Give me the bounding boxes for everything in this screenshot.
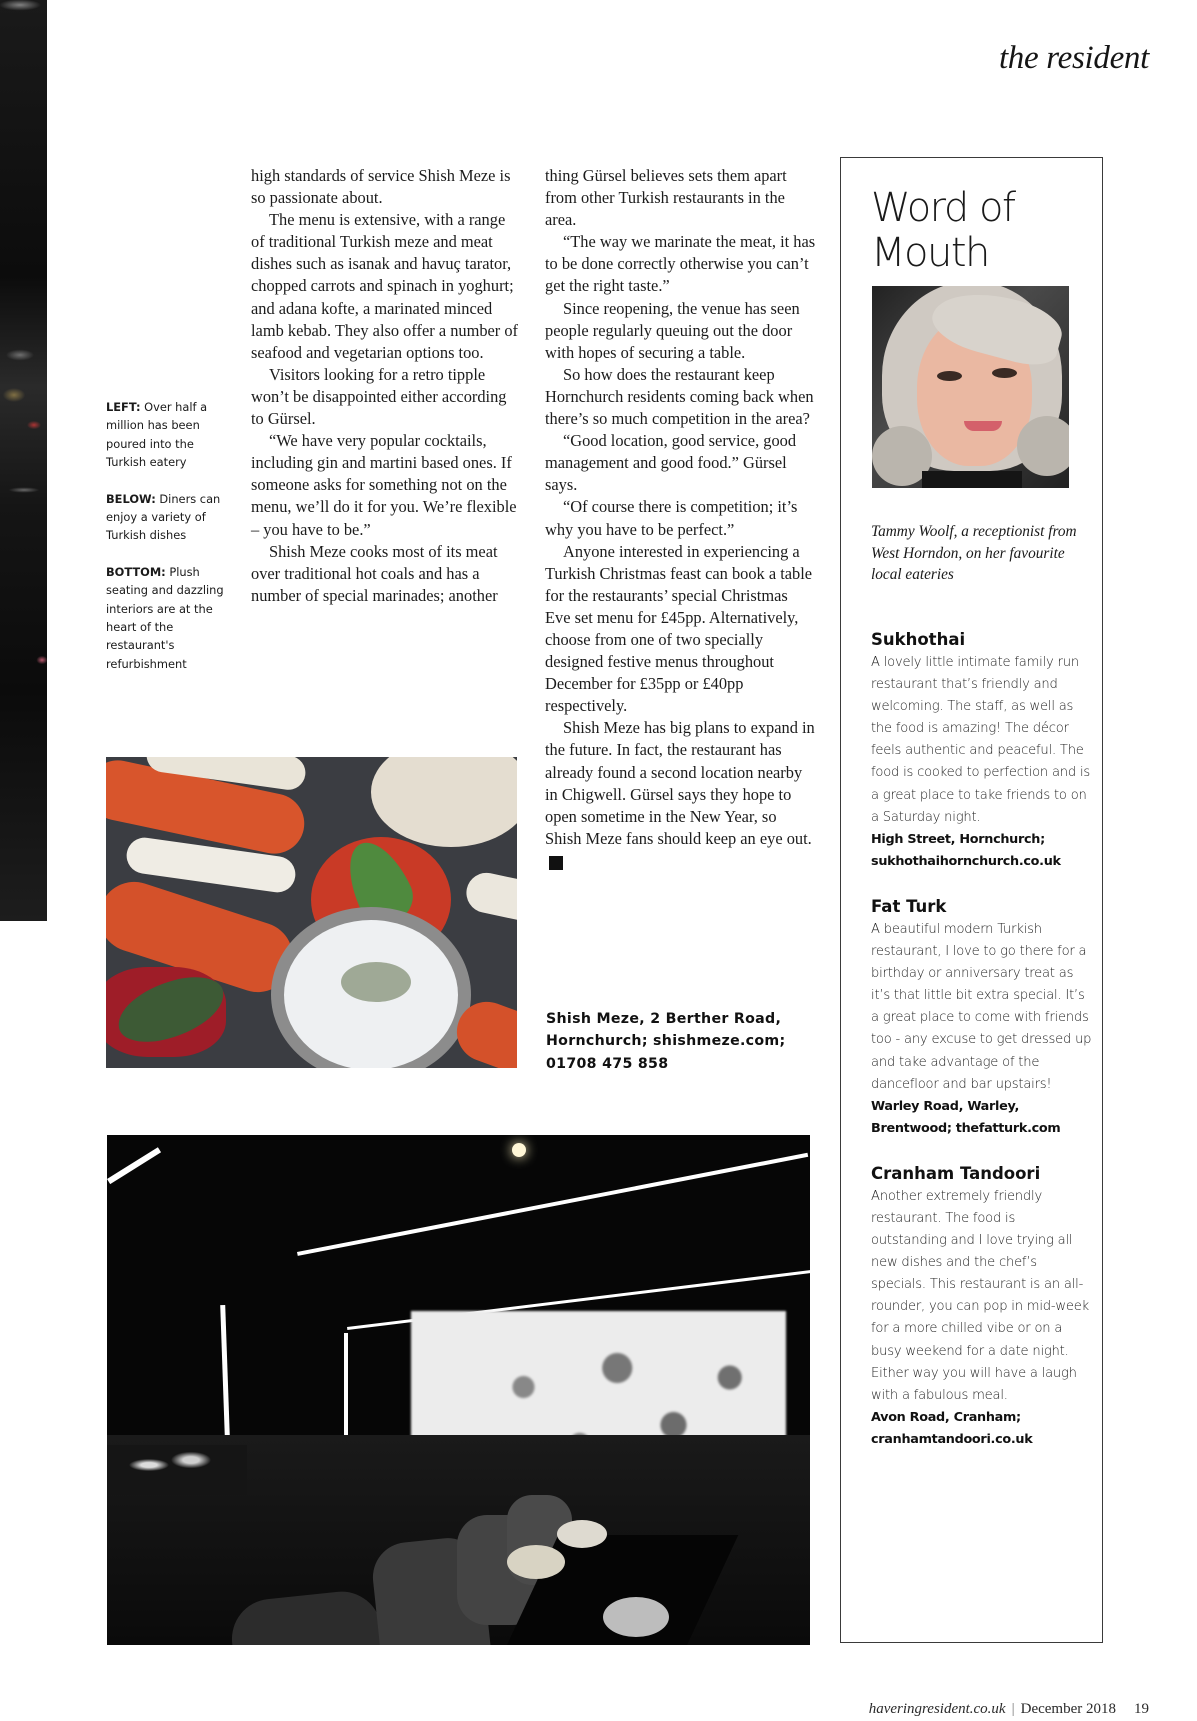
sidebar-title-line: Word of	[871, 185, 1015, 231]
eatery-item	[871, 628, 1093, 873]
eatery-address: High Street, Hornchurch;	[871, 831, 1045, 847]
interior-photo	[107, 1135, 810, 1645]
paragraph-final	[545, 717, 817, 872]
sidebar-title-line: Mouth	[871, 230, 989, 276]
caption-text: Over half a million has been poured into the Turkish eatery	[106, 400, 208, 470]
paragraph: high standards of service Shish Meze is so passionate about.	[251, 166, 511, 208]
paragraph: “Good location, good service, good management and good food.” Gürsel says.	[545, 431, 797, 495]
eatery-name: Fat Turk	[871, 896, 947, 916]
caption-text: Plush seating and dazzling interiors are at the heart of the restaurant's refurbishment	[106, 564, 224, 671]
paragraph: Since reopening, the venue has seen people regularly queuing out the door with hopes of securing a table.	[545, 298, 800, 362]
caption-label: BELOW:	[106, 491, 156, 506]
eatery-list	[871, 628, 1093, 1473]
paragraph-text: Shish Meze has big plans to expand in the future. In fact, the restaurant has already found a second location nearby in Chigwell. Gürsel says they hope to open sometime in the New Year, so Shish Meze fans should keep an eye out.	[545, 718, 815, 848]
paragraph: Shish Meze cooks most of its meat over traditional hot coals and has a number of special marinades; another	[251, 541, 498, 605]
eatery-address: Avon Road, Cranham;	[871, 1409, 1021, 1425]
eatery-name: Sukhothai	[871, 630, 966, 649]
footer-separator: |	[1011, 1701, 1015, 1717]
paragraph: The menu is extensive, with a range of traditional Turkish meze and meat dishes such as isanak and havuç tarator, chopped carrots and spinach in yoghurt; and adana kofte, a marinated minced lamb kebab. They also offer a number of seafood and vegetarian options too.	[251, 210, 519, 362]
restaurant-contact	[546, 1008, 826, 1075]
contact-line: 01708 475 858	[546, 1055, 669, 1072]
standfirst: Tammy Woolf, a receptionist from West Horndon, on her favourite local eateries	[871, 523, 1077, 584]
eatery-name: Cranham Tandoori	[871, 1163, 1041, 1183]
caption-below	[106, 490, 226, 545]
paragraph: thing Gürsel believes sets them apart from other Turkish restaurants in the area.	[545, 166, 787, 230]
contact-line: Hornchurch; shishmeze.com;	[546, 1033, 786, 1050]
eatery-address: Warley Road, Warley,	[871, 1098, 1020, 1114]
word-of-mouth-sidebar	[840, 157, 1103, 1643]
food-photo	[106, 757, 517, 1068]
caption-bottom	[106, 563, 226, 673]
caption-label: LEFT:	[106, 400, 141, 414]
footer-issue: December 2018	[1020, 1701, 1116, 1717]
eatery-description: Another extremely friendly restaurant. The food is outstanding and I love trying all new dishes and the chef’s specials. This restaurant is an all-rounder, you can pop in mid-week for a more chilled vibe or on a busy weekend for a date night. Either way you will have a laugh with a fabulous meal.	[871, 1188, 1090, 1403]
contact-line: Shish Meze, 2 Berther Road,	[546, 1011, 782, 1027]
caption-left	[106, 398, 226, 472]
end-mark-icon: r	[549, 856, 563, 870]
caption-label: BOTTOM:	[106, 564, 166, 579]
photo-captions	[106, 398, 226, 691]
eatery-item	[871, 895, 1093, 1140]
eatery-item	[871, 1162, 1093, 1451]
article-column-1	[251, 165, 521, 607]
eatery-website: sukhothaihornchurch.co.uk	[871, 853, 1061, 869]
page-footer	[869, 1701, 1149, 1718]
running-head: the resident	[998, 40, 1149, 76]
footer-website: haveringresident.co.uk	[868, 1701, 1006, 1717]
eatery-website: cranhamtandoori.co.uk	[871, 1431, 1033, 1447]
paragraph: “Of course there is competition; it’s why you have to be perfect.”	[545, 497, 798, 539]
paragraph: Anyone interested in experiencing a Turkish Christmas feast can book a table for the restaurants’ special Christmas Eve set menu for £45pp. Alternatively, choose from one of two specially designed festive menus throughout December for £35pp or £40pp respectively.	[545, 541, 813, 716]
eatery-description: A lovely little intimate family run restaurant that’s friendly and welcoming. The staff, as well as the food is amazing! The décor feels authentic and peaceful. The food is cooked to perfection and is a great place to take friends to on a Saturday night.	[871, 655, 1091, 825]
caption-text: Diners can enjoy a variety of Turkish dishes	[106, 491, 221, 543]
sidebar-title	[871, 186, 1091, 276]
portrait-photo	[872, 286, 1069, 488]
eatery-website: Brentwood; thefatturk.com	[871, 1120, 1061, 1136]
article-column-2	[545, 165, 817, 872]
paragraph: “We have very popular cocktails, including gin and martini based ones. If someone asks for something not on the menu, we’ll do it for you. We’re flexible – you have to be.”	[251, 431, 517, 539]
paragraph: So how does the restaurant keep Hornchurch residents coming back when there’s so much competition in the area?	[545, 364, 814, 429]
left-bleed-photo	[0, 0, 47, 921]
paragraph: Visitors looking for a retro tipple won’t be disappointed either according to Gürsel.	[251, 364, 507, 429]
page-number: 19	[1134, 1701, 1149, 1717]
paragraph: “The way we marinate the meat, it has to be done correctly otherwise you can’t get the right taste.”	[545, 232, 816, 296]
eatery-description: A beautiful modern Turkish restaurant, I love to go there for a birthday or anniversary treat as it’s that little bit extra special. It’s a great place to come with friends too - any excuse to get dressed up and take advantage of the dancefloor and bar upstairs!	[871, 921, 1092, 1092]
